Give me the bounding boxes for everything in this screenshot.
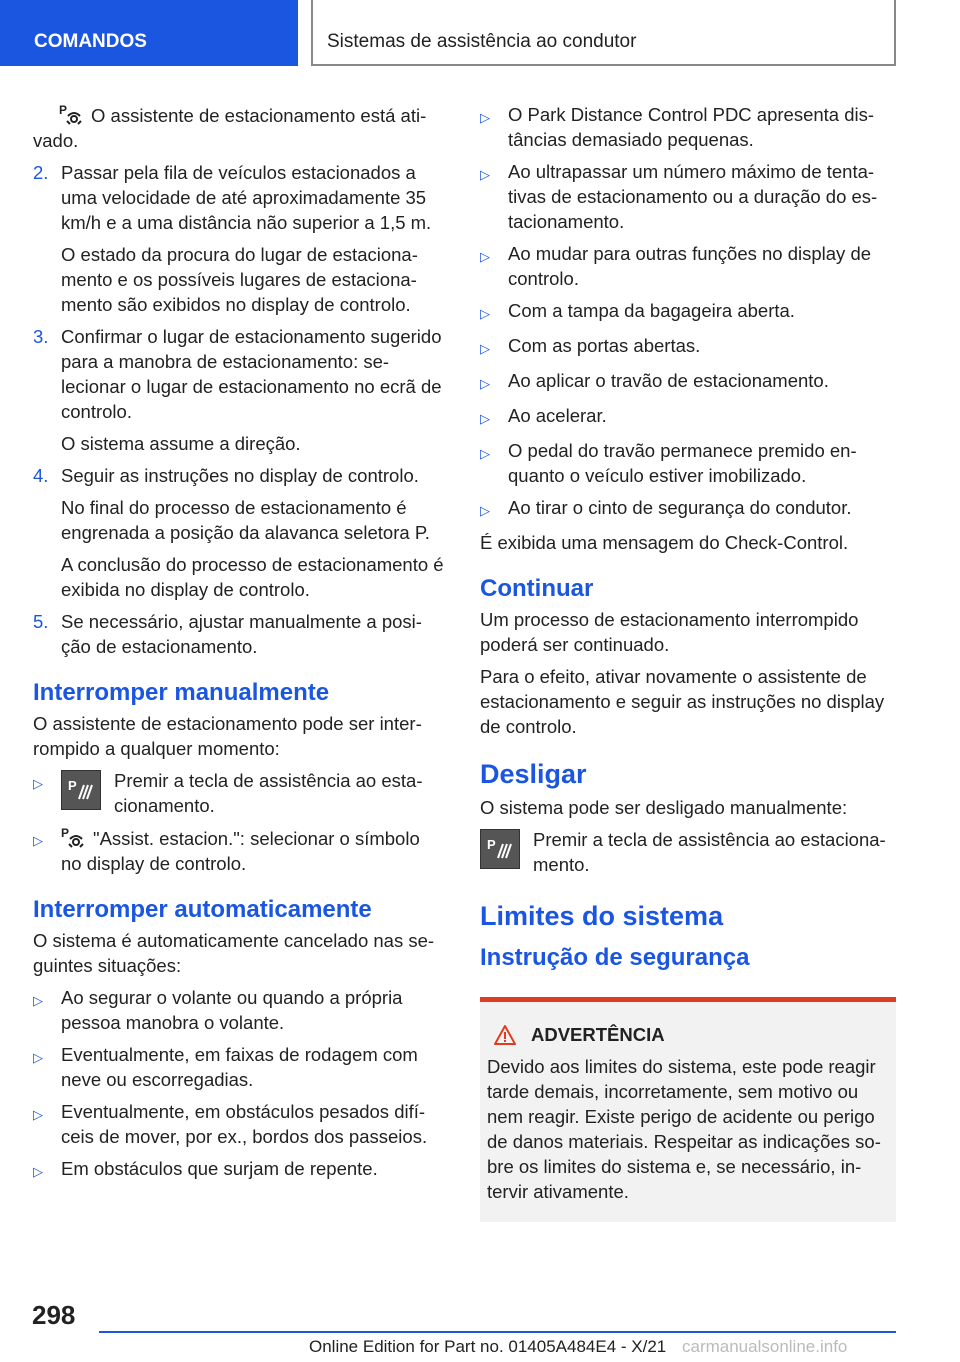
intro-text: O assistente de estacionamento está ativado.: [33, 105, 427, 151]
bullet-triangle-icon: ▷: [33, 1164, 43, 1179]
bullet-triangle-icon: ▷: [480, 446, 490, 461]
list-item-text: Premir a tecla de assistência ao estacionamento.: [114, 770, 423, 816]
bullet-triangle-icon: ▷: [480, 341, 490, 356]
step-number: 4.: [33, 465, 49, 486]
bullet-triangle-icon: ▷: [33, 776, 43, 791]
list-item-text: Com a tampa da bagageira aberta.: [508, 300, 795, 321]
check-control-note: É exibida uma mensagem do Check-Control.: [480, 532, 849, 553]
desligar-text-2: Premir a tecla de assistência ao estacionamento.: [533, 829, 886, 875]
bullet-triangle-icon: ▷: [480, 376, 490, 391]
bullet-triangle-icon: ▷: [480, 167, 490, 182]
step-text: Se necessário, ajustar manualmente a posição de estacionamento.: [61, 611, 422, 657]
footer-edition: Online Edition for Part no. 01405A484E4 - X/21: [309, 1337, 667, 1356]
list-item: [33, 768, 445, 818]
list-item-text: Ao aplicar o travão de estacionamento.: [508, 370, 829, 391]
bullet-triangle-icon: ▷: [33, 993, 43, 1008]
step-text: Passar pela fila de veículos estacionados a uma velocidade de até aproximadamente 35 km/h e a uma distância não superior a 1,5 m.: [61, 162, 432, 233]
bullet-triangle-icon: ▷: [33, 1050, 43, 1065]
parking-assist-button-icon: [61, 770, 101, 810]
list-item-text: Ao segurar o volante ou quando a própria pessoa manobra o volante.: [61, 987, 403, 1033]
page-number: 298: [32, 1300, 76, 1330]
desligar-text-1: O sistema pode ser desligado manualmente:: [480, 797, 848, 818]
page-header: [0, 0, 960, 66]
warning-text: Devido aos limites do sistema, este pode reagir tarde demais, incorretamente, sem motivo ou nem reagir. Existe perigo de acidente ou perigo de danos materiais. Respeitar as indicações sobre os limites do sistema e, se necessário, intervir ativamente.: [487, 1056, 881, 1202]
svg-text:P: P: [487, 837, 496, 852]
chapter-title: Sistemas de assistência ao condutor: [311, 0, 896, 66]
step-note: A conclusão do processo de estacionamento é exibida no display de controlo.: [61, 554, 444, 600]
list-item-text: Eventualmente, em faixas de rodagem com neve ou escorregadias.: [61, 1044, 418, 1090]
list-item: [33, 1042, 445, 1092]
list-item-text: O pedal do travão permanece premido enquanto o veículo estiver imobilizado.: [508, 440, 857, 486]
svg-text:P: P: [59, 103, 68, 117]
list-item-text: "Assist. estacion.": selecionar o símbolo no display de controlo.: [61, 828, 420, 874]
parking-assist-button-icon: [480, 829, 520, 869]
manual-intro: O assistente de estacionamento pode ser interrompido a qualquer momento:: [33, 713, 422, 759]
list-item: [480, 159, 896, 234]
list-item: [480, 333, 896, 361]
bullet-triangle-icon: ▷: [480, 249, 490, 264]
list-item-text: Ao ultrapassar um número máximo de tentativas de estacionamento ou a duração do estacionamento.: [508, 161, 878, 232]
list-item: [33, 1099, 445, 1149]
step-note: O estado da procura do lugar de estacionamento e os possíveis lugares de estacionamento são exibidos no display de controlo.: [61, 244, 418, 315]
list-item: [480, 368, 896, 396]
heading-desligar: Desligar: [480, 759, 587, 789]
section-tab: COMANDOS: [0, 0, 298, 66]
warning-title: [487, 1024, 886, 1046]
footer-divider: [99, 1331, 896, 1333]
step-text: Seguir as instruções no display de controlo.: [61, 465, 419, 486]
left-column: [33, 102, 445, 1191]
auto-intro: O sistema é automaticamente cancelado nas seguintes situações:: [33, 930, 435, 976]
list-item: [33, 825, 445, 876]
desligar-instruction: [480, 827, 896, 877]
list-item-text: Com as portas abertas.: [508, 335, 701, 356]
list-item-text: Em obstáculos que surjam de repente.: [61, 1158, 378, 1179]
step-number: 2.: [33, 162, 49, 183]
intro-paragraph: [33, 102, 445, 153]
warning-title-text: ADVERTÊNCIA: [531, 1024, 665, 1045]
bullet-triangle-icon: ▷: [480, 411, 490, 426]
footer-watermark: carmanualsonline.info: [682, 1337, 848, 1356]
warning-triangle-icon: [493, 1024, 517, 1046]
step-text: Confirmar o lugar de estacionamento sugerido para a manobra de estacionamento: selecionar o lugar de estacionamento no ecrã de controlo.: [61, 326, 442, 422]
step-number: 5.: [33, 611, 49, 632]
list-item: [480, 403, 896, 431]
parking-assistant-icon: [59, 102, 85, 126]
step-5: [33, 609, 445, 659]
right-column: [480, 102, 896, 1222]
heading-interromper-automaticamente: Interromper automaticamente: [33, 896, 372, 923]
heading-interromper-manualmente: Interromper manualmente: [33, 679, 330, 706]
svg-text:P: P: [68, 778, 77, 793]
continuar-text-2: Para o efeito, ativar novamente o assistente de estacionamento e seguir as instruções no display de controlo.: [480, 666, 885, 737]
list-item: [480, 241, 896, 291]
heading-instrucao-de-seguranca: Instrução de segurança: [480, 944, 750, 971]
list-item: [480, 298, 896, 326]
list-item-text: O Park Distance Control PDC apresenta distâncias demasiado pequenas.: [508, 104, 875, 150]
svg-text:P: P: [61, 826, 70, 840]
heading-limites-do-sistema: Limites do sistema: [480, 901, 724, 931]
list-item-text: Ao tirar o cinto de segurança do condutor.: [508, 497, 852, 518]
step-4: [33, 463, 445, 488]
step-2: [33, 160, 445, 235]
heading-continuar: Continuar: [480, 575, 594, 602]
parking-assistant-icon: [61, 825, 87, 849]
step-3: [33, 324, 445, 424]
bullet-triangle-icon: ▷: [480, 503, 490, 518]
list-item: [480, 438, 896, 488]
warning-box: [480, 997, 896, 1222]
bullet-triangle-icon: ▷: [480, 110, 490, 125]
list-item: [480, 495, 896, 523]
step-note: No final do processo de estacionamento é engrenada a posição da alavanca seletora P.: [61, 497, 430, 543]
list-item: [33, 985, 445, 1035]
step-number: 3.: [33, 326, 49, 347]
list-item: [480, 102, 896, 152]
list-item-text: Ao acelerar.: [508, 405, 607, 426]
bullet-triangle-icon: ▷: [33, 833, 43, 848]
continuar-text-1: Um processo de estacionamento interrompido poderá ser continuado.: [480, 609, 859, 655]
list-item-text: Eventualmente, em obstáculos pesados difíceis de mover, por ex., bordos dos passeios.: [61, 1101, 428, 1147]
step-note: O sistema assume a direção.: [61, 433, 301, 454]
list-item: [33, 1156, 445, 1184]
list-item-text: Ao mudar para outras funções no display de controlo.: [508, 243, 872, 289]
bullet-triangle-icon: ▷: [480, 306, 490, 321]
bullet-triangle-icon: ▷: [33, 1107, 43, 1122]
